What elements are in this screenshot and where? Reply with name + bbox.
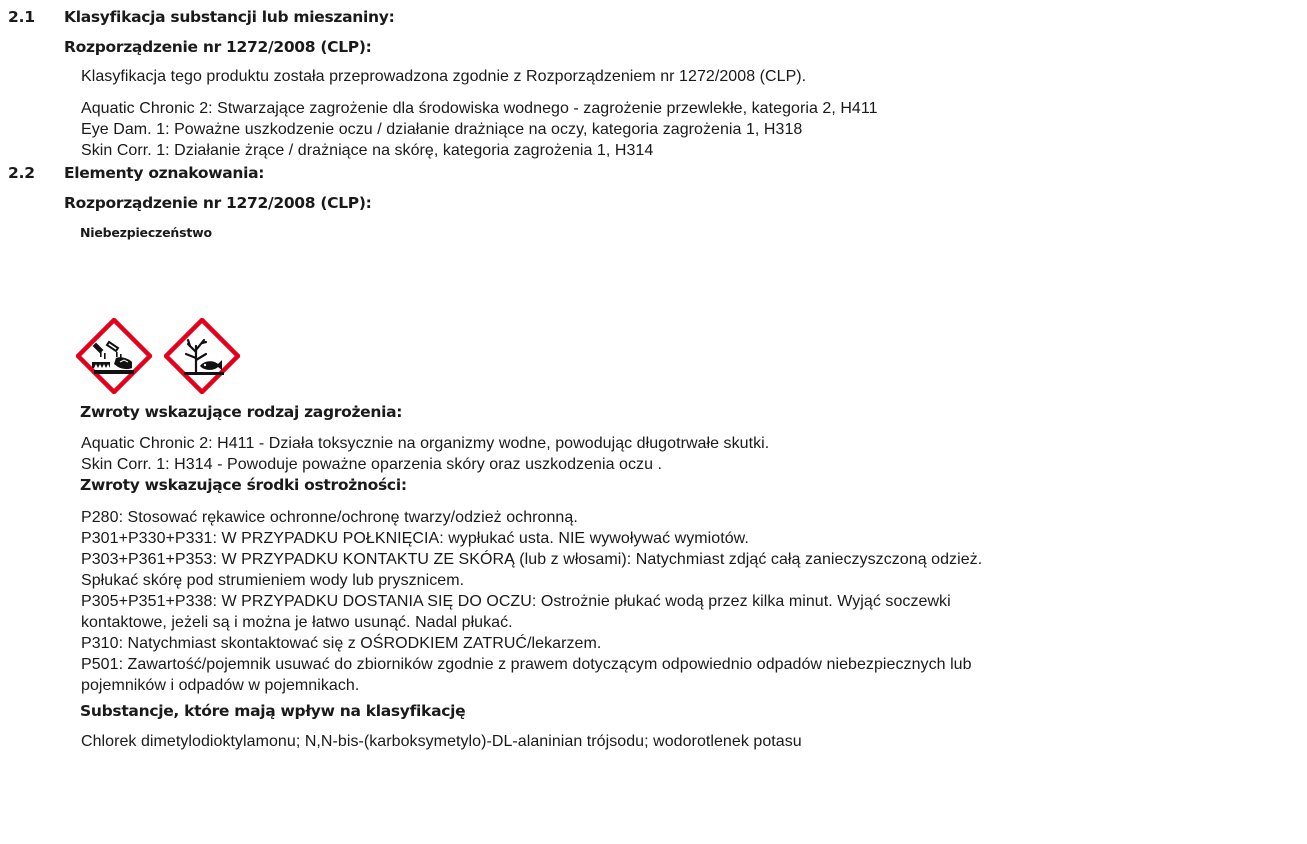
precaution-line: kontaktowe, jeżeli są i można je łatwo usunąć. Nadal płukać.	[81, 614, 513, 631]
substances-list: Chlorek dimetylodioktylamonu; N,N-bis-(karboksymetylo)-DL-alaninian trójsodu; wodorotlenek potasu	[81, 733, 802, 750]
hazard-statements-list	[81, 433, 769, 475]
precautionary-statements-heading: Zwroty wskazujące środki ostrożności:	[80, 476, 407, 494]
classification-list	[81, 98, 878, 161]
classification-item: Skin Corr. 1: Działanie żrące / drażniące na skórę, kategoria zagrożenia 1, H314	[81, 142, 654, 159]
classification-item: Eye Dam. 1: Poważne uszkodzenie oczu / działanie drażniące na oczy, kategoria zagrożenia 1, H318	[81, 121, 803, 138]
section-number: 2.2	[8, 164, 35, 182]
classification-intro: Klasyfikacja tego produktu została przeprowadzona zgodnie z Rozporządzeniem nr 1272/2008 (CLP).	[81, 68, 807, 85]
section-title: Elementy oznakowania:	[64, 164, 265, 182]
hazard-statement: Skin Corr. 1: H314 - Powoduje poważne oparzenia skóry oraz uszkodzenia oczu .	[81, 456, 663, 473]
hazard-statements-heading: Zwroty wskazujące rodzaj zagrożenia:	[80, 403, 403, 421]
signal-word: Niebezpieczeństwo	[80, 225, 212, 240]
hazard-statement: Aquatic Chronic 2: H411 - Działa toksycznie na organizmy wodne, powodując długotrwałe skutki.	[81, 435, 770, 452]
substances-heading: Substancje, które mają wpływ na klasyfikację	[80, 702, 466, 720]
classification-item: Aquatic Chronic 2: Stwarzające zagrożenie dla środowiska wodnego - zagrożenie przewlekłe, kategoria 2, H411	[81, 100, 878, 117]
precaution-line: P310: Natychmiast skontaktować się z OŚRODKIEM ZATRUĆ/lekarzem.	[81, 635, 602, 652]
precaution-line: P280: Stosować rękawice ochronne/ochronę twarzy/odzież ochronną.	[81, 509, 578, 526]
precaution-line: P501: Zawartość/pojemnik usuwać do zbiorników zgodnie z prawem dotyczącym odpowiednio odpadów niebezpiecznych lub	[81, 656, 972, 673]
section-title: Klasyfikacja substancji lub mieszaniny:	[64, 8, 395, 26]
precautionary-statements-list	[81, 507, 982, 696]
precaution-line: P305+P351+P338: W PRZYPADKU DOSTANIA SIĘ DO OCZU: Ostrożnie płukać wodą przez kilka minut. Wyjąć soczewki	[81, 593, 951, 610]
regulation-heading: Rozporządzenie nr 1272/2008 (CLP):	[64, 194, 372, 212]
precaution-line: P301+P330+P331: W PRZYPADKU POŁKNIĘCIA: wypłukać usta. NIE wywoływać wymiotów.	[81, 530, 749, 547]
precaution-line: pojemników i odpadów w pojemnikach.	[81, 677, 360, 694]
precaution-line: P303+P361+P353: W PRZYPADKU KONTAKTU ZE SKÓRĄ (lub z włosami): Natychmiast zdjąć całą zanieczyszczoną odzież.	[81, 551, 983, 568]
precaution-line: Spłukać skórę pod strumieniem wody lub prysznicem.	[81, 572, 465, 589]
regulation-heading: Rozporządzenie nr 1272/2008 (CLP):	[64, 38, 372, 56]
ghs09-environment-icon	[164, 318, 240, 394]
ghs05-corrosion-icon	[76, 318, 152, 394]
section-number: 2.1	[8, 8, 35, 26]
